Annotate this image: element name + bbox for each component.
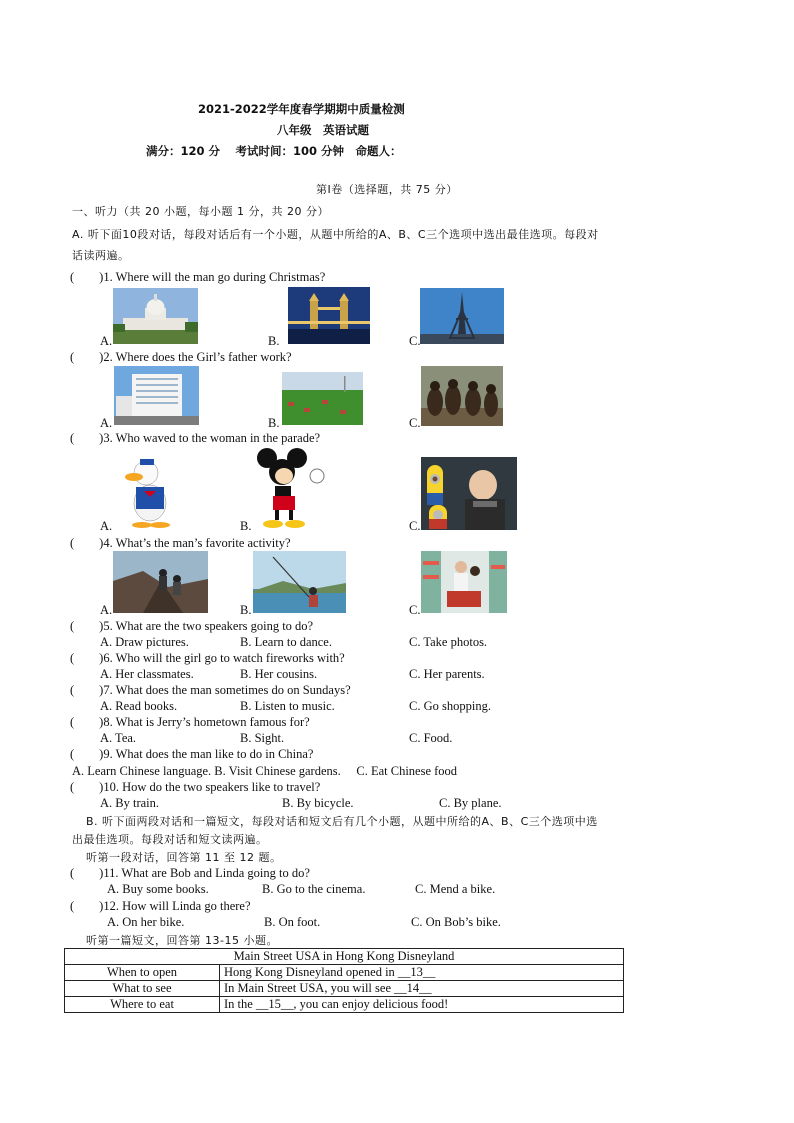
question-6: ( )6. Who will the girl go to watch fireworks with?: [70, 651, 345, 665]
question-11: ( )11. What are Bob and Linda going to do?: [70, 866, 310, 880]
option-c[interactable]: C. Food.: [409, 731, 453, 745]
part1-title: 第Ⅰ卷（选择题，共 75 分）: [316, 183, 458, 196]
option-label: C.: [409, 603, 421, 617]
option-label: B.: [268, 334, 280, 348]
option-c[interactable]: C. By plane.: [439, 796, 502, 810]
option-a[interactable]: A. Buy some books.: [107, 882, 209, 896]
exam-title: 2021-2022学年度春学期期中质量检测: [198, 102, 405, 116]
table-title: Main Street USA in Hong Kong Disneyland: [65, 949, 624, 965]
option-c[interactable]: C. On Bob’s bike.: [411, 915, 501, 929]
option-b[interactable]: B. On foot.: [264, 915, 321, 929]
table-row: [65, 981, 624, 997]
dialog1-instruction: 听第一段对话，回答第 11 至 12 题。: [86, 851, 282, 864]
answer-blank[interactable]: ( ): [70, 619, 104, 633]
question-9: ( )9. What does the man like to do in China?: [70, 747, 314, 761]
option-a[interactable]: A. Draw pictures.: [100, 635, 189, 649]
option-label: B.: [268, 416, 280, 430]
option-c[interactable]: C. Take photos.: [409, 635, 488, 649]
option-b[interactable]: B. Learn to dance.: [240, 635, 332, 649]
option-c[interactable]: C. Mend a bike.: [415, 882, 496, 896]
rock-climbing-image[interactable]: [113, 551, 208, 613]
question-5: ( )5. What are the two speakers going to do?: [70, 619, 314, 633]
disneyland-table: [64, 948, 624, 1013]
question-8: ( )8. What is Jerry’s hometown famous for?: [70, 715, 310, 729]
tower-bridge-image[interactable]: [288, 287, 370, 344]
answer-blank[interactable]: ( ): [70, 270, 104, 284]
hospital-image[interactable]: [114, 366, 199, 425]
question-2: ( )2. Where does the Girl’s father work?: [70, 350, 292, 364]
row-label: What to see: [65, 981, 220, 997]
answer-blank[interactable]: ( ): [70, 899, 104, 913]
answer-blank[interactable]: ( ): [70, 651, 104, 665]
option-a[interactable]: A. On her bike.: [107, 915, 185, 929]
option-label: C.: [409, 519, 421, 533]
row-label: When to open: [65, 965, 220, 981]
option-label: C.: [409, 416, 421, 430]
row-text[interactable]: Hong Kong Disneyland opened in __13__: [220, 965, 624, 981]
table-row: [65, 965, 624, 981]
option-a[interactable]: A. Her classmates.: [100, 667, 194, 681]
option-c[interactable]: C. Go shopping.: [409, 699, 491, 713]
section-b-instructions: B. 听下面两段对话和一篇短文，每段对话和短文后有几个小题，从题中所给的A、B、C三个选项中选: [86, 815, 598, 828]
option-label: C.: [409, 334, 421, 348]
question-12: ( )12. How will Linda go there?: [70, 899, 251, 913]
minions-gru-image[interactable]: [421, 457, 517, 530]
option-b[interactable]: B. Her cousins.: [240, 667, 318, 681]
shopping-image[interactable]: [421, 551, 507, 613]
answer-blank[interactable]: ( ): [70, 866, 104, 880]
question-1: ( )1. Where will the man go during Christmas?: [70, 270, 326, 284]
option-b[interactable]: B. Go to the cinema.: [262, 882, 366, 896]
option-a[interactable]: A. Read books.: [100, 699, 178, 713]
donald-duck-image[interactable]: [114, 455, 184, 530]
answer-blank[interactable]: ( ): [70, 715, 104, 729]
answer-blank[interactable]: ( ): [70, 780, 104, 794]
question-3: ( )3. Who waved to the woman in the parade?: [70, 431, 321, 445]
answer-blank[interactable]: ( ): [70, 431, 104, 445]
question-7: ( )7. What does the man sometimes do on Sundays?: [70, 683, 351, 697]
option-b[interactable]: B. Listen to music.: [240, 699, 335, 713]
option-label: A.: [100, 519, 113, 533]
option-label: A.: [100, 416, 113, 430]
answer-blank[interactable]: ( ): [70, 683, 104, 697]
farm-image[interactable]: [282, 372, 363, 425]
answer-blank[interactable]: ( ): [70, 747, 104, 761]
answer-blank[interactable]: ( ): [70, 350, 104, 364]
row-text[interactable]: In Main Street USA, you will see __14__: [220, 981, 624, 997]
question-4: ( )4. What’s the man’s favorite activity?: [70, 536, 291, 550]
mickey-mouse-image[interactable]: [253, 446, 328, 530]
exam-subtitle: 八年级 英语试题: [277, 123, 369, 137]
option-a[interactable]: A. By train.: [100, 796, 160, 810]
fishing-image[interactable]: [253, 551, 346, 613]
row-text[interactable]: In the __15__, you can enjoy delicious food!: [220, 997, 624, 1013]
option-c[interactable]: C. Her parents.: [409, 667, 485, 681]
option-label: A.: [100, 603, 113, 617]
table-row: [65, 997, 624, 1013]
section-a-instructions-2: 话读两遍。: [72, 249, 130, 262]
question-10: ( )10. How do the two speakers like to travel?: [70, 780, 321, 794]
option-label: B.: [240, 603, 252, 617]
option-b[interactable]: B. Sight.: [240, 731, 285, 745]
section1-heading: 一、听力（共 20 小题，每小题 1 分，共 20 分）: [72, 205, 329, 218]
exam-info: 满分：120 分 考试时间：100 分钟 命题人：: [146, 144, 402, 158]
answer-blank[interactable]: ( ): [70, 536, 104, 550]
eiffel-tower-image[interactable]: [420, 288, 504, 344]
option-a[interactable]: A. Tea.: [100, 731, 137, 745]
capitol-image[interactable]: [113, 288, 198, 344]
section-b-instructions-2: 出最佳选项。每段对话和短文读两遍。: [72, 833, 268, 846]
section-a-instructions: A. 听下面10段对话，每段对话后有一个小题，从题中所给的A、B、C三个选项中选出最佳选项。每段对: [72, 228, 599, 241]
option-label: B.: [240, 519, 252, 533]
row-label: Where to eat: [65, 997, 220, 1013]
option-b[interactable]: B. By bicycle.: [282, 796, 354, 810]
bears-image[interactable]: [421, 366, 503, 426]
question-9-options[interactable]: A. Learn Chinese language. B. Visit Chinese gardens. C. Eat Chinese food: [72, 764, 458, 778]
option-label: A.: [100, 334, 113, 348]
passage-instruction: 听第一篇短文，回答第 13-15 小题。: [86, 934, 278, 947]
